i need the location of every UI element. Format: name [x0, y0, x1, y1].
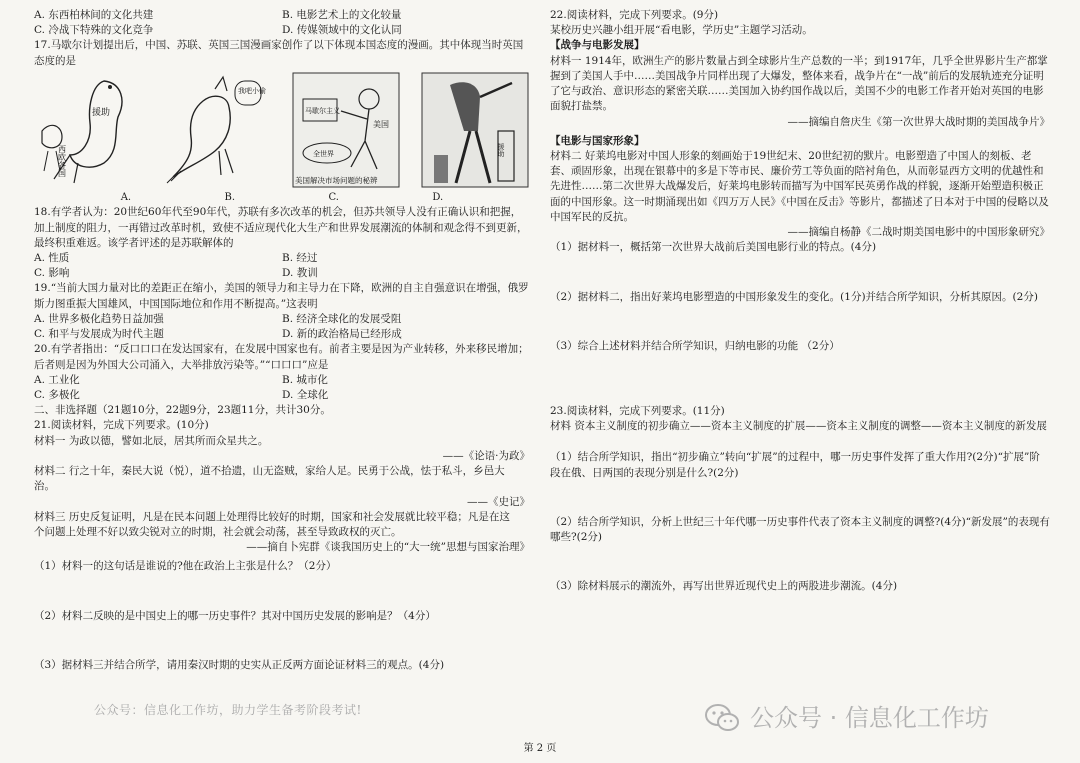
- q21-material-2-line1: 材料二 行之十年，秦民大说（悦），道不拾遗，山无盗贼，家给人足。民勇于公战，怯于私斗，乡邑大: [34, 465, 505, 478]
- cartoon-d-drawing: [420, 71, 530, 189]
- q23-sub-2: （2）结合所学知识，分析上世纪三十年代哪一历史事件代表了资本主义制度的调整?(4分)“新发展”的表现有哪些?(2分): [550, 515, 1050, 544]
- q17-label-a: A.: [120, 191, 132, 203]
- q19-option-c: C. 和平与发展成为时代主题: [34, 328, 164, 341]
- wechat-icon: [704, 702, 740, 734]
- q23-material: 材料 资本主义制度的初步确立——资本主义制度的扩展——资本主义制度的调整——资本主义制度的新发展: [550, 420, 1047, 433]
- q22-material-2: 材料二 好莱坞电影对中国人形象的刻画始于19世纪末、20世纪初的默片。电影塑造了中国人的刻板、老套、顽固形象，出现在银幕中的多是下等市民、廉价劳工等负面的陪衬角色，从而彰显西方文明的优越性和先进性……第二次世界大战爆发后，好莱坞电影转而描写为中国军民英勇作战的样貌，逐渐开始塑造积极正面的中国形象。这一时期涌现出如《四万万人民》《中国在反击》等影片，都描述了日本对于中国的侵略以及中国军民的反抗。: [550, 149, 1049, 223]
- q21-sub-3: （3）据材料三并结合所学，请用秦汉时期的史实从正反两方面论证材料三的观点。(4分): [34, 658, 445, 671]
- q17-label-c: C.: [328, 191, 339, 203]
- q22-heading: 22.阅读材料，完成下列要求。(9分): [550, 9, 719, 21]
- q17-stem: 17.马歇尔计划提出后，中国、苏联、英国三国漫画家创作了以下体现本国态度的漫画。其中体现当时英国态度的是: [34, 39, 524, 67]
- cartoon-c: [291, 71, 401, 189]
- watermark-wechat: [704, 701, 989, 736]
- q20-option-c: C. 多极化: [34, 389, 80, 401]
- q21-material-1: 材料一 为政以德，譬如北辰，居其所而众星共之。: [34, 434, 269, 447]
- q16-option-b: B. 电影艺术上的文化较量: [282, 9, 402, 21]
- q21-heading: 21.阅读材料，完成下列要求。(10分): [34, 419, 209, 432]
- cartoon-c-caption: 美国解决市场问题的秘辨: [295, 175, 378, 185]
- q17-cartoons: [34, 71, 530, 189]
- q19-stem: 19.“当前大国力量对比的差距正在缩小，美国的领导力和主导力在下降，欧洲的自主自强意识在增强，俄罗斯力图重振大国雄风，中国国际地位和作用不断提高。”这表明: [34, 282, 529, 310]
- q16-option-d: D. 传媒领域中的文化认同: [282, 24, 402, 37]
- q20-options-row1: [34, 373, 530, 388]
- cartoon-b-drawing: [163, 71, 273, 189]
- q18-option-d: D. 教训: [282, 267, 318, 280]
- q18-option-a: A. 性质: [34, 252, 70, 265]
- q18-option-c: C. 影响: [34, 267, 70, 280]
- q21-sub-2: （2）材料二反映的是中国史上的哪一历史事件？其对中国历史发展的影响是？（4分）: [34, 609, 436, 622]
- q20-option-d: D. 全球化: [282, 389, 329, 401]
- q17-label-d: D.: [432, 191, 444, 203]
- q22-sub-2: （2）据材料二，指出好莱坞电影塑造的中国形象发生的变化。(1分)并结合所学知识，分析其原因。(2分): [550, 290, 1038, 303]
- q23-heading: 23.阅读材料，完成下列要求。(11分): [550, 404, 725, 417]
- q20-stem: 20.有学者指出：“反口口口在发达国家有，在发展中国家也有。前者主要是因为产业转移，外来移民增加；后者则是因为外国大公司涌入，大举排放污染等。”“口口口”应是: [34, 343, 529, 371]
- q20-option-b: B. 城市化: [282, 373, 328, 386]
- right-column: [550, 8, 1050, 594]
- cartoon-a-label-1: 援助: [92, 107, 111, 118]
- cartoon-b-label: 我吧小偷: [237, 86, 266, 95]
- cartoon-d: [420, 71, 530, 189]
- q18-options-row1: [34, 251, 530, 266]
- q21-sub-1: （1）材料一的这句话是谁说的?他在政治上主张是什么？（2分）: [34, 560, 337, 573]
- q22-topic-2: 【电影与国家形象】: [550, 134, 645, 147]
- q22-material-2-source: ——摘编自杨静《二战时期美国电影中的中国形象研究》: [787, 226, 1050, 239]
- q17-label-b: B.: [224, 191, 236, 203]
- page-number: 第 2 页: [523, 743, 557, 754]
- q18-option-b: B. 经过: [282, 252, 318, 265]
- q19-option-a: A. 世界多极化趋势日益加强: [34, 312, 164, 325]
- q18-options-row2: [34, 266, 530, 281]
- cartoon-b: [163, 71, 273, 189]
- q22-intro: 某校历史兴趣小组开展“看电影，学历史”主题学习活动。: [550, 24, 813, 37]
- cartoon-d-label: 援助: [496, 142, 505, 157]
- q16-option-a: A. 东西柏林间的文化共建: [34, 9, 154, 21]
- q22-topic-1: 【战争与电影发展】: [550, 39, 645, 52]
- section-2-heading: 二、非选择题（21题10分，22题9分，23题11分，共计30分。: [34, 404, 331, 417]
- q22-material-1-source: ——摘编自詹庆生《第一次世界大战时期的美国战争片》: [787, 115, 1050, 128]
- q20-option-a: A. 工业化: [34, 373, 80, 386]
- cartoon-c-label-3: 全世界: [313, 149, 335, 158]
- q18-stem: 18.有学者认为：20世纪60年代至90年代，苏联有多次改革的机会，但苏共领导人没有正确认识和把握，加上制度的阻力，一再错过改革时机，致使不适应现代化大生产和世界发展潮流的体制和观念得不到更新，最终积重难返。该学者评述的是苏联解体的: [34, 206, 528, 249]
- cartoon-c-label-1: 马歇尔主义: [305, 106, 341, 115]
- q21-material-1-source: ——《论语·为政》: [442, 449, 530, 462]
- q16-options-row2: [34, 23, 530, 38]
- q16-option-c: C. 冷战下特殊的文化竞争: [34, 24, 154, 37]
- cartoon-a-label-2: 西欧各国: [57, 144, 67, 177]
- q23-sub-3: （3）除材料展示的潮流外，再写出世界近现代史上的两股进步潮流。(4分): [550, 580, 898, 593]
- q23-sub-1: （1）结合所学知识，指出“初步确立”转向“扩展”的过程中，哪一历史事件发挥了重大作用?(2分)“扩展”阶段在俄、日两国的表现分别是什么?(2分): [550, 451, 1040, 479]
- q19-options-row1: [34, 312, 530, 327]
- q22-material-1: 材料一 1914年，欧洲生产的影片数量占到全球影片生产总数的一半；到1917年，几乎全世界影片生产都掌握到了美国人手中……美国战争片同样出现了大爆发，整体来看，战争片在“一战”前后的发展轨迹充分证明了它与政治、意识形态的紧密关联……美国加入协约国作战以后，美国不少的电影工作者开始对英国的电影面貌打盐禁。: [550, 54, 1048, 113]
- q17-option-labels: [34, 191, 530, 206]
- q22-sub-1: （1）据材料一，概括第一次世界大战前后美国电影行业的特点。(4分): [550, 241, 877, 254]
- q19-option-d: D. 新的政治格局已经形成: [282, 328, 402, 341]
- q20-options-row2: [34, 388, 530, 403]
- watermark-account-name: 公众号 · 信息化工作坊: [750, 704, 989, 732]
- q19-option-b: B. 经济全球化的发展受阻: [282, 312, 402, 325]
- cartoon-c-drawing: [291, 71, 401, 189]
- cartoon-c-label-2: 美国: [373, 119, 390, 129]
- left-column: [34, 8, 530, 673]
- q19-options-row2: [34, 327, 530, 342]
- cartoon-a: [34, 71, 144, 189]
- watermark-text: 公众号：信息化工作坊，助力学生备考阶段考试!: [94, 703, 362, 717]
- cartoon-a-drawing: [34, 71, 144, 189]
- q16-options-row1: [34, 8, 530, 23]
- q21-material-3-source: ——摘自卜宪群《谈我国历史上的“大一统”思想与国家治理》: [246, 541, 530, 554]
- q21-material-2-line2: 治。: [34, 480, 55, 493]
- q22-sub-3: （3）综合上述材料并结合所学知识，归纳电影的功能 （2分）: [550, 339, 840, 352]
- q21-material-2-source: ——《史记》: [467, 495, 530, 508]
- q21-material-3-line1: 材料三 历史反复证明，凡是在民本问题上处理得比较好的时期，国家和社会发展就比较平稳；凡是在这: [34, 510, 510, 523]
- q21-material-3-line2: 个问题上处理不好以致尖锐对立的时期，社会就会动荡，甚至导致政权的灭亡。: [34, 525, 402, 538]
